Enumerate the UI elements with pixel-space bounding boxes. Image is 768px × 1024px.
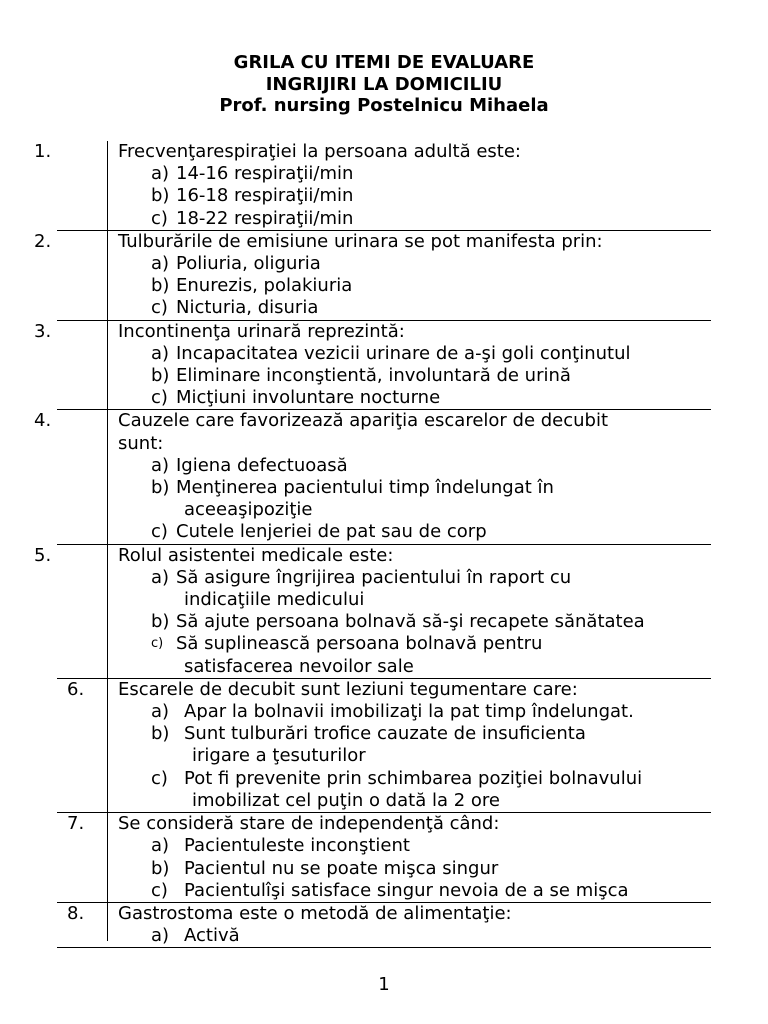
option-text-continued: irigare a ţesuturilor (192, 745, 366, 767)
answer-option (151, 253, 768, 275)
answer-option (151, 611, 768, 633)
option-text: Menţinerea pacientului timp îndelungat în (176, 477, 554, 499)
option-text: 16-18 respiraţii/min (176, 185, 354, 207)
option-text: Pacientul nu se poate mişca singur (184, 857, 499, 879)
questions-table (0, 141, 768, 948)
option-letter: b) (151, 477, 170, 499)
option-text-block (184, 723, 768, 767)
header-author: Prof. nursing Postelnicu Mihaela (219, 95, 549, 116)
option-text: Eliminare inconştientă, involuntară de urină (176, 365, 571, 387)
answer-option (151, 880, 768, 902)
question-body (118, 545, 768, 678)
page-number: 1 (378, 974, 390, 995)
option-letter: a) (151, 701, 170, 723)
option-letter: c) (151, 207, 168, 229)
option-text-block (176, 185, 768, 207)
option-text: Enurezis, polakiuria (176, 275, 353, 297)
answer-option (151, 297, 768, 319)
question-row (0, 231, 768, 320)
answer-option (151, 567, 768, 611)
question-number: 2. (34, 230, 52, 252)
answer-option (151, 835, 768, 857)
option-text: Nicturia, disuria (176, 297, 319, 319)
question-body (118, 141, 768, 230)
question-body (118, 231, 768, 320)
option-text-continued: aceeaşipoziţie (184, 499, 313, 521)
answer-option (151, 387, 768, 409)
option-text: Pacientulîşi satisface singur nevoia de a se mişca (184, 879, 629, 901)
question-row (0, 321, 768, 410)
option-text-block (176, 521, 768, 543)
option-letter: c) (151, 767, 168, 789)
option-text: Sunt tulburări trofice cauzate de insuficienta (184, 723, 586, 745)
option-letter: a) (151, 925, 170, 947)
option-text-block (176, 567, 768, 611)
option-text-block (184, 701, 768, 723)
answer-option (151, 521, 768, 543)
answer-option (151, 768, 768, 812)
answer-option (151, 365, 768, 387)
option-letter: c) (151, 521, 168, 543)
option-letter: a) (151, 566, 170, 588)
option-letter: b) (151, 723, 170, 745)
option-letter: b) (151, 365, 170, 387)
question-row (0, 903, 768, 947)
question-stem: Frecvenţarespiraţiei la persoana adultă este: (118, 141, 521, 162)
option-text-block (176, 343, 768, 365)
option-text: Micţiuni involuntare nocturne (176, 387, 441, 409)
answer-option (151, 723, 768, 767)
option-text-block (176, 387, 768, 409)
answer-option (151, 163, 768, 185)
option-text-block (184, 858, 768, 880)
question-stem: Cauzele care favorizează apariţia escarelor de decubit (118, 410, 609, 432)
option-letter: c) (151, 879, 168, 901)
option-text-block (184, 880, 768, 902)
question-body (118, 903, 768, 947)
option-letter: c) (151, 636, 164, 652)
option-text-block (176, 275, 768, 297)
option-text-continued: indicaţiile medicului (184, 589, 365, 611)
question-body (118, 813, 768, 902)
answer-option (151, 208, 768, 230)
option-letter: a) (151, 163, 170, 185)
option-text-continued: imobilizat cel puţin o dată la 2 ore (192, 789, 500, 811)
option-text: Să asigure îngrijirea pacientului în raport cu (176, 566, 572, 588)
question-stem: Gastrostoma este o metodă de alimentaţie: (118, 902, 512, 924)
header-title: GRILA CU ITEMI DE EVALUARE (233, 52, 535, 73)
option-text-block (176, 633, 768, 677)
option-letter: a) (151, 835, 170, 857)
question-stem-continued: sunt: (118, 432, 164, 454)
option-text-block (176, 297, 768, 319)
answer-option (151, 185, 768, 207)
question-number: 5. (34, 544, 52, 566)
option-text: Să suplinească persoana bolnavă pentru (176, 633, 543, 655)
option-text: Să ajute persoana bolnavă să-şi recapete sănătatea (176, 611, 645, 633)
question-row (0, 813, 768, 902)
question-number: 1. (34, 141, 52, 162)
header-subtitle: INGRIJIRI LA DOMICILIU (265, 73, 503, 95)
question-body (118, 321, 768, 410)
option-text: Apar la bolnavii imobilizaţi la pat timp îndelungat. (184, 701, 634, 723)
option-text: Cutele lenjeriei de pat sau de corp (176, 521, 487, 543)
row-separator (57, 947, 711, 948)
question-stem: Se consideră stare de independenţă când: (118, 813, 500, 835)
option-text-block (176, 253, 768, 275)
option-letter: b) (151, 185, 170, 207)
option-letter: a) (151, 342, 170, 364)
answer-option (151, 275, 768, 297)
option-text-block (176, 163, 768, 185)
option-text: 18-22 respiraţii/min (176, 207, 354, 229)
option-text-block (184, 835, 768, 857)
option-letter: c) (151, 297, 168, 319)
option-text-block (176, 208, 768, 230)
option-text: Igiena defectuoasă (176, 454, 348, 476)
answer-option (151, 455, 768, 477)
question-body (118, 410, 768, 543)
question-stem: Rolul asistentei medicale este: (118, 544, 394, 566)
option-letter: b) (151, 611, 170, 633)
option-text: Pot fi prevenite prin schimbarea poziţiei bolnavului (184, 767, 643, 789)
question-stem: Escarele de decubit sunt leziuni tegumentare care: (118, 678, 578, 700)
option-letter: c) (151, 387, 168, 409)
question-body (118, 679, 768, 812)
document-header (0, 52, 768, 117)
option-text: Pacientuleste inconştient (184, 835, 410, 857)
option-text: Activă (184, 925, 240, 947)
answer-option (151, 477, 768, 521)
option-text-block (184, 768, 768, 812)
answer-option (151, 343, 768, 365)
question-number: 6. (67, 678, 85, 700)
option-text: Poliuria, oliguria (176, 253, 321, 275)
question-stem: Incontinenţa urinară reprezintă: (118, 320, 405, 342)
option-letter: b) (151, 857, 170, 879)
question-number: 7. (67, 813, 85, 835)
option-letter: a) (151, 253, 170, 275)
answer-option (151, 633, 768, 677)
option-text-block (176, 611, 768, 633)
option-text-block (176, 365, 768, 387)
option-letter: b) (151, 275, 170, 297)
question-row (0, 410, 768, 543)
option-text-block (184, 925, 768, 947)
question-row (0, 679, 768, 812)
answer-option (151, 925, 768, 947)
question-number: 8. (67, 902, 85, 924)
option-text-block (176, 477, 768, 521)
option-text-block (176, 455, 768, 477)
option-text: Incapacitatea vezicii urinare de a-şi goli conţinutul (176, 342, 631, 364)
question-row (0, 545, 768, 678)
question-number: 4. (34, 410, 52, 432)
question-stem: Tulburările de emisiune urinara se pot manifesta prin: (118, 230, 603, 252)
option-letter: a) (151, 454, 170, 476)
question-number: 3. (34, 320, 52, 342)
option-text-continued: satisfacerea nevoilor sale (184, 655, 414, 677)
answer-option (151, 858, 768, 880)
question-row (0, 141, 768, 230)
answer-option (151, 701, 768, 723)
option-text: 14-16 respiraţii/min (176, 163, 354, 185)
